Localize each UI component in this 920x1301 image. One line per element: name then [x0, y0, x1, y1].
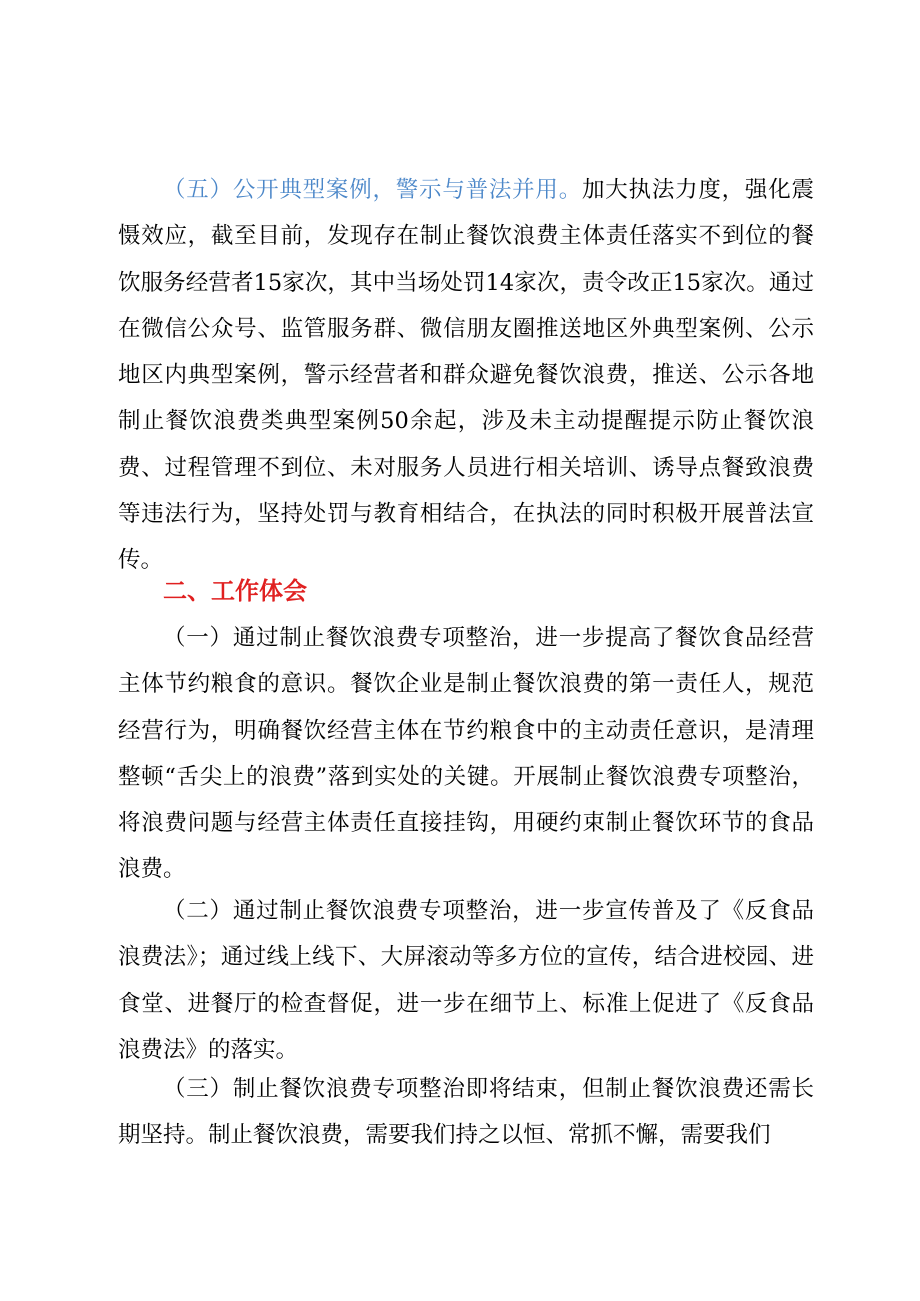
section-heading: 二、工作体会 [163, 577, 307, 605]
paragraph-experience-3: （三）制止餐饮浪费专项整治即将结束，但制止餐饮浪费还需长期坚持。制止餐饮浪费，需要我们持之以恒、常抓不懈，需要我们 [118, 1076, 814, 1149]
paragraph-experience-1: （一）通过制止餐饮浪费专项整治，进一步提高了餐饮食品经营主体节约粮食的意识。餐饮企业是制止餐饮浪费的第一责任人，规范经营行为，明确餐饮经营主体在节约粮食中的主动责任意识，是清理整顿“舌尖上的浪费”落到实处的关键。开展制止餐饮浪费专项整治，将浪费问题与经营主体责任直接挂钩，用硬约束制止餐饮环节的食品浪费。 [118, 625, 814, 883]
paragraph-experience-2: （二）通过制止餐饮浪费专项整治，进一步宣传普及了《反食品浪费法》；通过线上线下、大屏滚动等多方位的宣传，结合进校园、进食堂、进餐厅的检查督促，进一步在细节上、标准上促进了《反食品浪费法》的落实。 [118, 898, 814, 1063]
section-five-lead: （五）公开典型案例，警示与普法并用。 [163, 177, 582, 203]
paragraph-section-five [118, 167, 814, 584]
section-five-body: 加大执法力度，强化震慑效应，截至目前，发现存在制止餐饮浪费主体责任落实不到位的餐饮服务经营者15家次，其中当场处罚14家次，责令改正15家次。通过在微信公众号、监管服务群、微信朋友圈推送地区外典型案例、公示地区内典型案例，警示经营者和群众避免餐饮浪费，推送、公示各地制止餐饮浪费类典型案例50余起，涉及未主动提醒提示防止餐饮浪费、过程管理不到位、未对服务人员进行相关培训、诱导点餐致浪费等违法行为，坚持处罚与教育相结合，在执法的同时积极开展普法宣传。 [118, 177, 814, 574]
